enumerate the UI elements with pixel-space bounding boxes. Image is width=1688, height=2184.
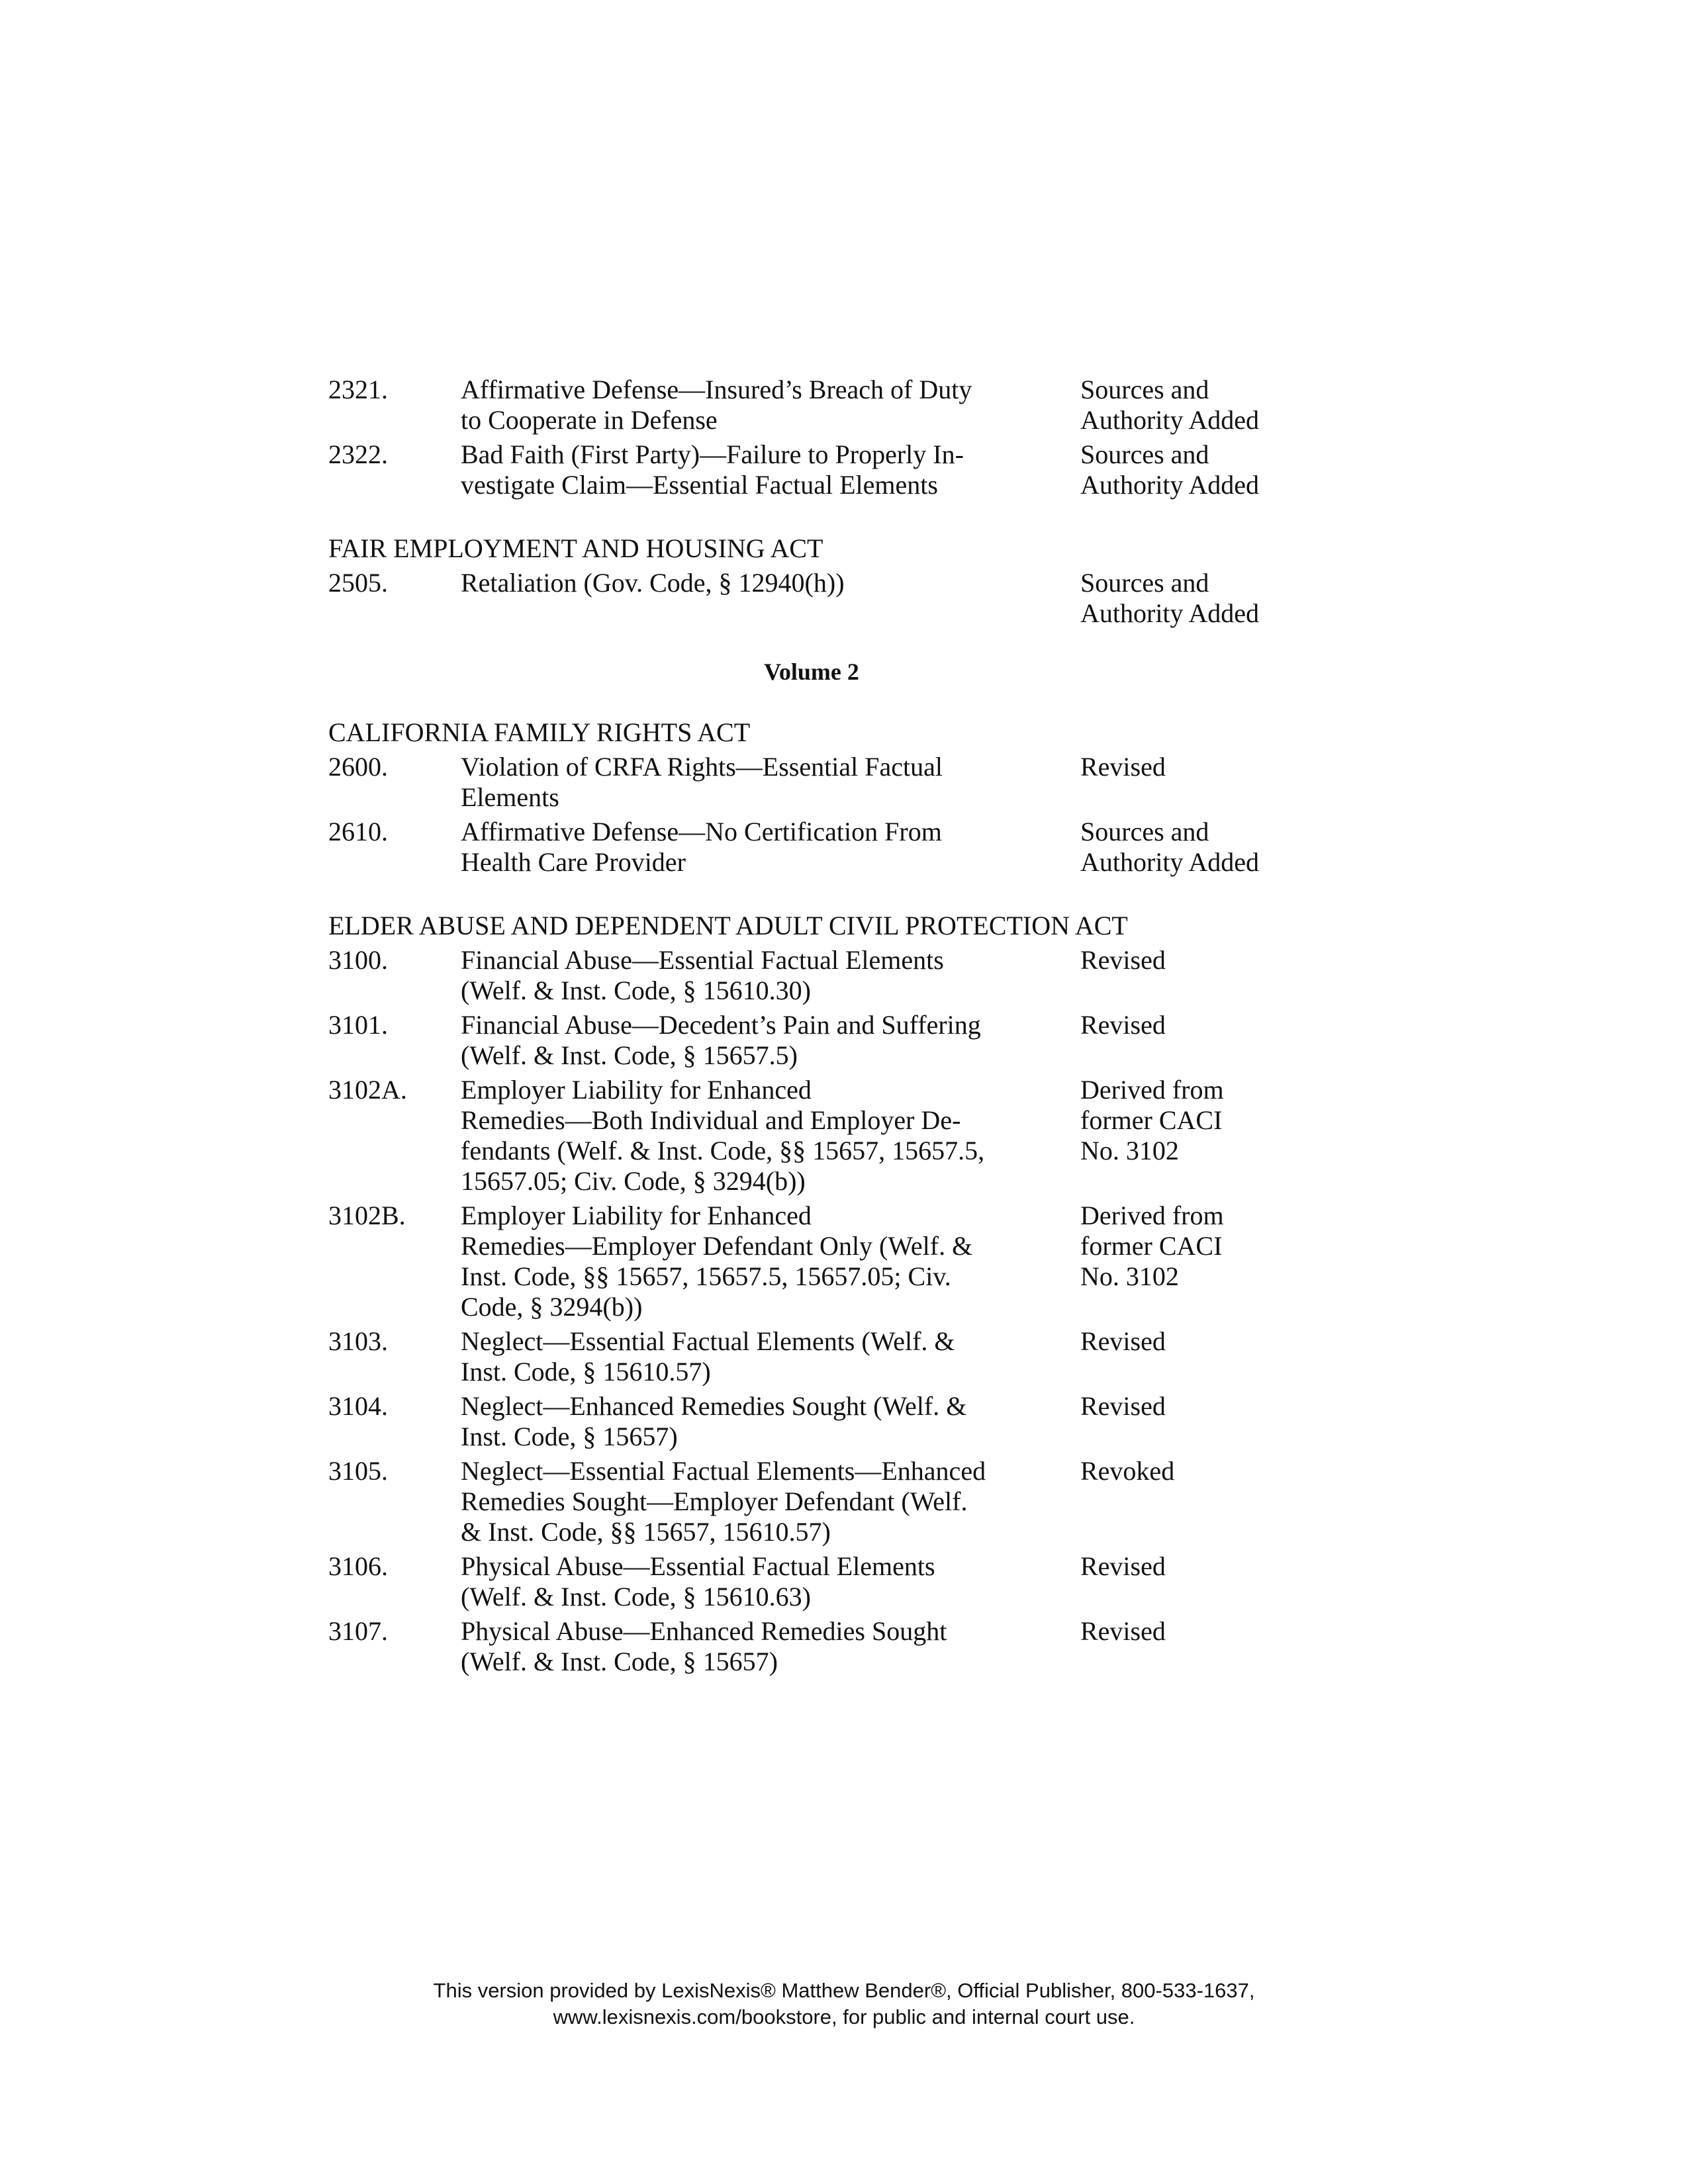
entry-title: Physical Abuse—Essential Factual Elements (Welf. & Inst. Code, § 15610.63) bbox=[461, 1551, 935, 1612]
entry-number: 2505. bbox=[328, 568, 388, 598]
entry-number: 3101. bbox=[328, 1010, 388, 1040]
publisher-footer bbox=[0, 1978, 1688, 2030]
entry-title: Neglect—Essential Factual Elements—Enhanced Remedies Sought—Employer Defendant (Welf. & Inst. Code, §§ 15657, 15610.57) bbox=[461, 1456, 986, 1547]
entry-row bbox=[328, 945, 1361, 1006]
entry-status: Sources and Authority Added bbox=[1080, 439, 1259, 500]
entry-status: Derived from former CACI No. 3102 bbox=[1080, 1201, 1224, 1291]
entry-title: Neglect—Essential Factual Elements (Welf. & Inst. Code, § 15610.57) bbox=[461, 1326, 955, 1387]
entry-status: Sources and Authority Added bbox=[1080, 375, 1259, 435]
entry-status: Derived from former CACI No. 3102 bbox=[1080, 1075, 1224, 1165]
entry-row bbox=[328, 817, 1361, 878]
entry-row bbox=[328, 375, 1361, 435]
entry-number: 2321. bbox=[328, 375, 388, 404]
entry-status: Revised bbox=[1080, 945, 1166, 975]
entry-number: 3105. bbox=[328, 1456, 388, 1486]
entry-number: 3107. bbox=[328, 1616, 388, 1646]
entry-row bbox=[328, 1551, 1361, 1612]
entry-number: 3104. bbox=[328, 1391, 388, 1421]
entry-title: Financial Abuse—Essential Factual Elements (Welf. & Inst. Code, § 15610.30) bbox=[461, 945, 944, 1005]
entry-title: Neglect—Enhanced Remedies Sought (Welf. & Inst. Code, § 15657) bbox=[461, 1391, 967, 1451]
entry-number: 3102B. bbox=[328, 1201, 406, 1230]
entry-number: 3100. bbox=[328, 945, 388, 975]
entry-title: Bad Faith (First Party)—Failure to Properly In- vestigate Claim—Essential Factual Elements bbox=[461, 439, 964, 500]
entry-title: Employer Liability for Enhanced Remedies—Employer Defendant Only (Welf. & Inst. Code, §§ 15657, 15657.5, 15657.05; Civ. Code, § 3294(b)) bbox=[461, 1201, 973, 1322]
entry-row bbox=[328, 568, 1361, 629]
entry-status: Revised bbox=[1080, 1616, 1166, 1646]
entry-row bbox=[328, 1616, 1361, 1677]
section-heading-elder-abuse: ELDER ABUSE AND DEPENDENT ADULT CIVIL PROTECTION ACT bbox=[328, 911, 1128, 940]
entry-row bbox=[328, 1391, 1361, 1452]
entry-row bbox=[328, 752, 1361, 813]
entry-number: 3102A. bbox=[328, 1075, 407, 1105]
section-heading-cfra: CALIFORNIA FAMILY RIGHTS ACT bbox=[328, 717, 751, 747]
entry-number: 2610. bbox=[328, 817, 388, 846]
entry-row bbox=[328, 1326, 1361, 1387]
entry-row bbox=[328, 1456, 1361, 1547]
volume-heading: Volume 2 bbox=[764, 659, 859, 685]
entry-title: Affirmative Defense—Insured’s Breach of Duty to Cooperate in Defense bbox=[461, 375, 972, 435]
footer-line-2: www.lexisnexis.com/bookstore, for public and internal court use. bbox=[553, 2005, 1135, 2028]
entry-number: 3103. bbox=[328, 1326, 388, 1356]
entry-title: Retaliation (Gov. Code, § 12940(h)) bbox=[461, 568, 845, 598]
entry-title: Employer Liability for Enhanced Remedies—Both Individual and Employer De- fendants (Welf. & Inst. Code, §§ 15657, 15657.5, 15657.05; Civ. Code, § 3294(b)) bbox=[461, 1075, 985, 1196]
entry-number: 3106. bbox=[328, 1551, 388, 1581]
entry-row bbox=[328, 1201, 1361, 1322]
entry-status: Revised bbox=[1080, 1326, 1166, 1356]
entry-status: Revised bbox=[1080, 1391, 1166, 1421]
entry-title: Physical Abuse—Enhanced Remedies Sought (Welf. & Inst. Code, § 15657) bbox=[461, 1616, 947, 1676]
entry-row bbox=[328, 1075, 1361, 1197]
entry-status: Revoked bbox=[1080, 1456, 1175, 1486]
entry-title: Financial Abuse—Decedent’s Pain and Suffering (Welf. & Inst. Code, § 15657.5) bbox=[461, 1010, 981, 1070]
entry-row bbox=[328, 1010, 1361, 1071]
section-heading-feha: FAIR EMPLOYMENT AND HOUSING ACT bbox=[328, 533, 823, 563]
instruction-table bbox=[328, 375, 1361, 1681]
entry-title: Affirmative Defense—No Certification From Health Care Provider bbox=[461, 817, 942, 877]
entry-status: Revised bbox=[1080, 1551, 1166, 1581]
entry-status: Revised bbox=[1080, 752, 1166, 782]
entry-title: Violation of CRFA Rights—Essential Factual Elements bbox=[461, 752, 943, 812]
entry-status: Revised bbox=[1080, 1010, 1166, 1040]
entry-number: 2600. bbox=[328, 752, 388, 782]
entry-status: Sources and Authority Added bbox=[1080, 817, 1259, 877]
footer-line-1: This version provided by LexisNexis® Matthew Bender®, Official Publisher, 800-533-1637, bbox=[433, 1979, 1255, 2002]
entry-row bbox=[328, 439, 1361, 500]
entry-status: Sources and Authority Added bbox=[1080, 568, 1259, 628]
entry-number: 2322. bbox=[328, 439, 388, 469]
